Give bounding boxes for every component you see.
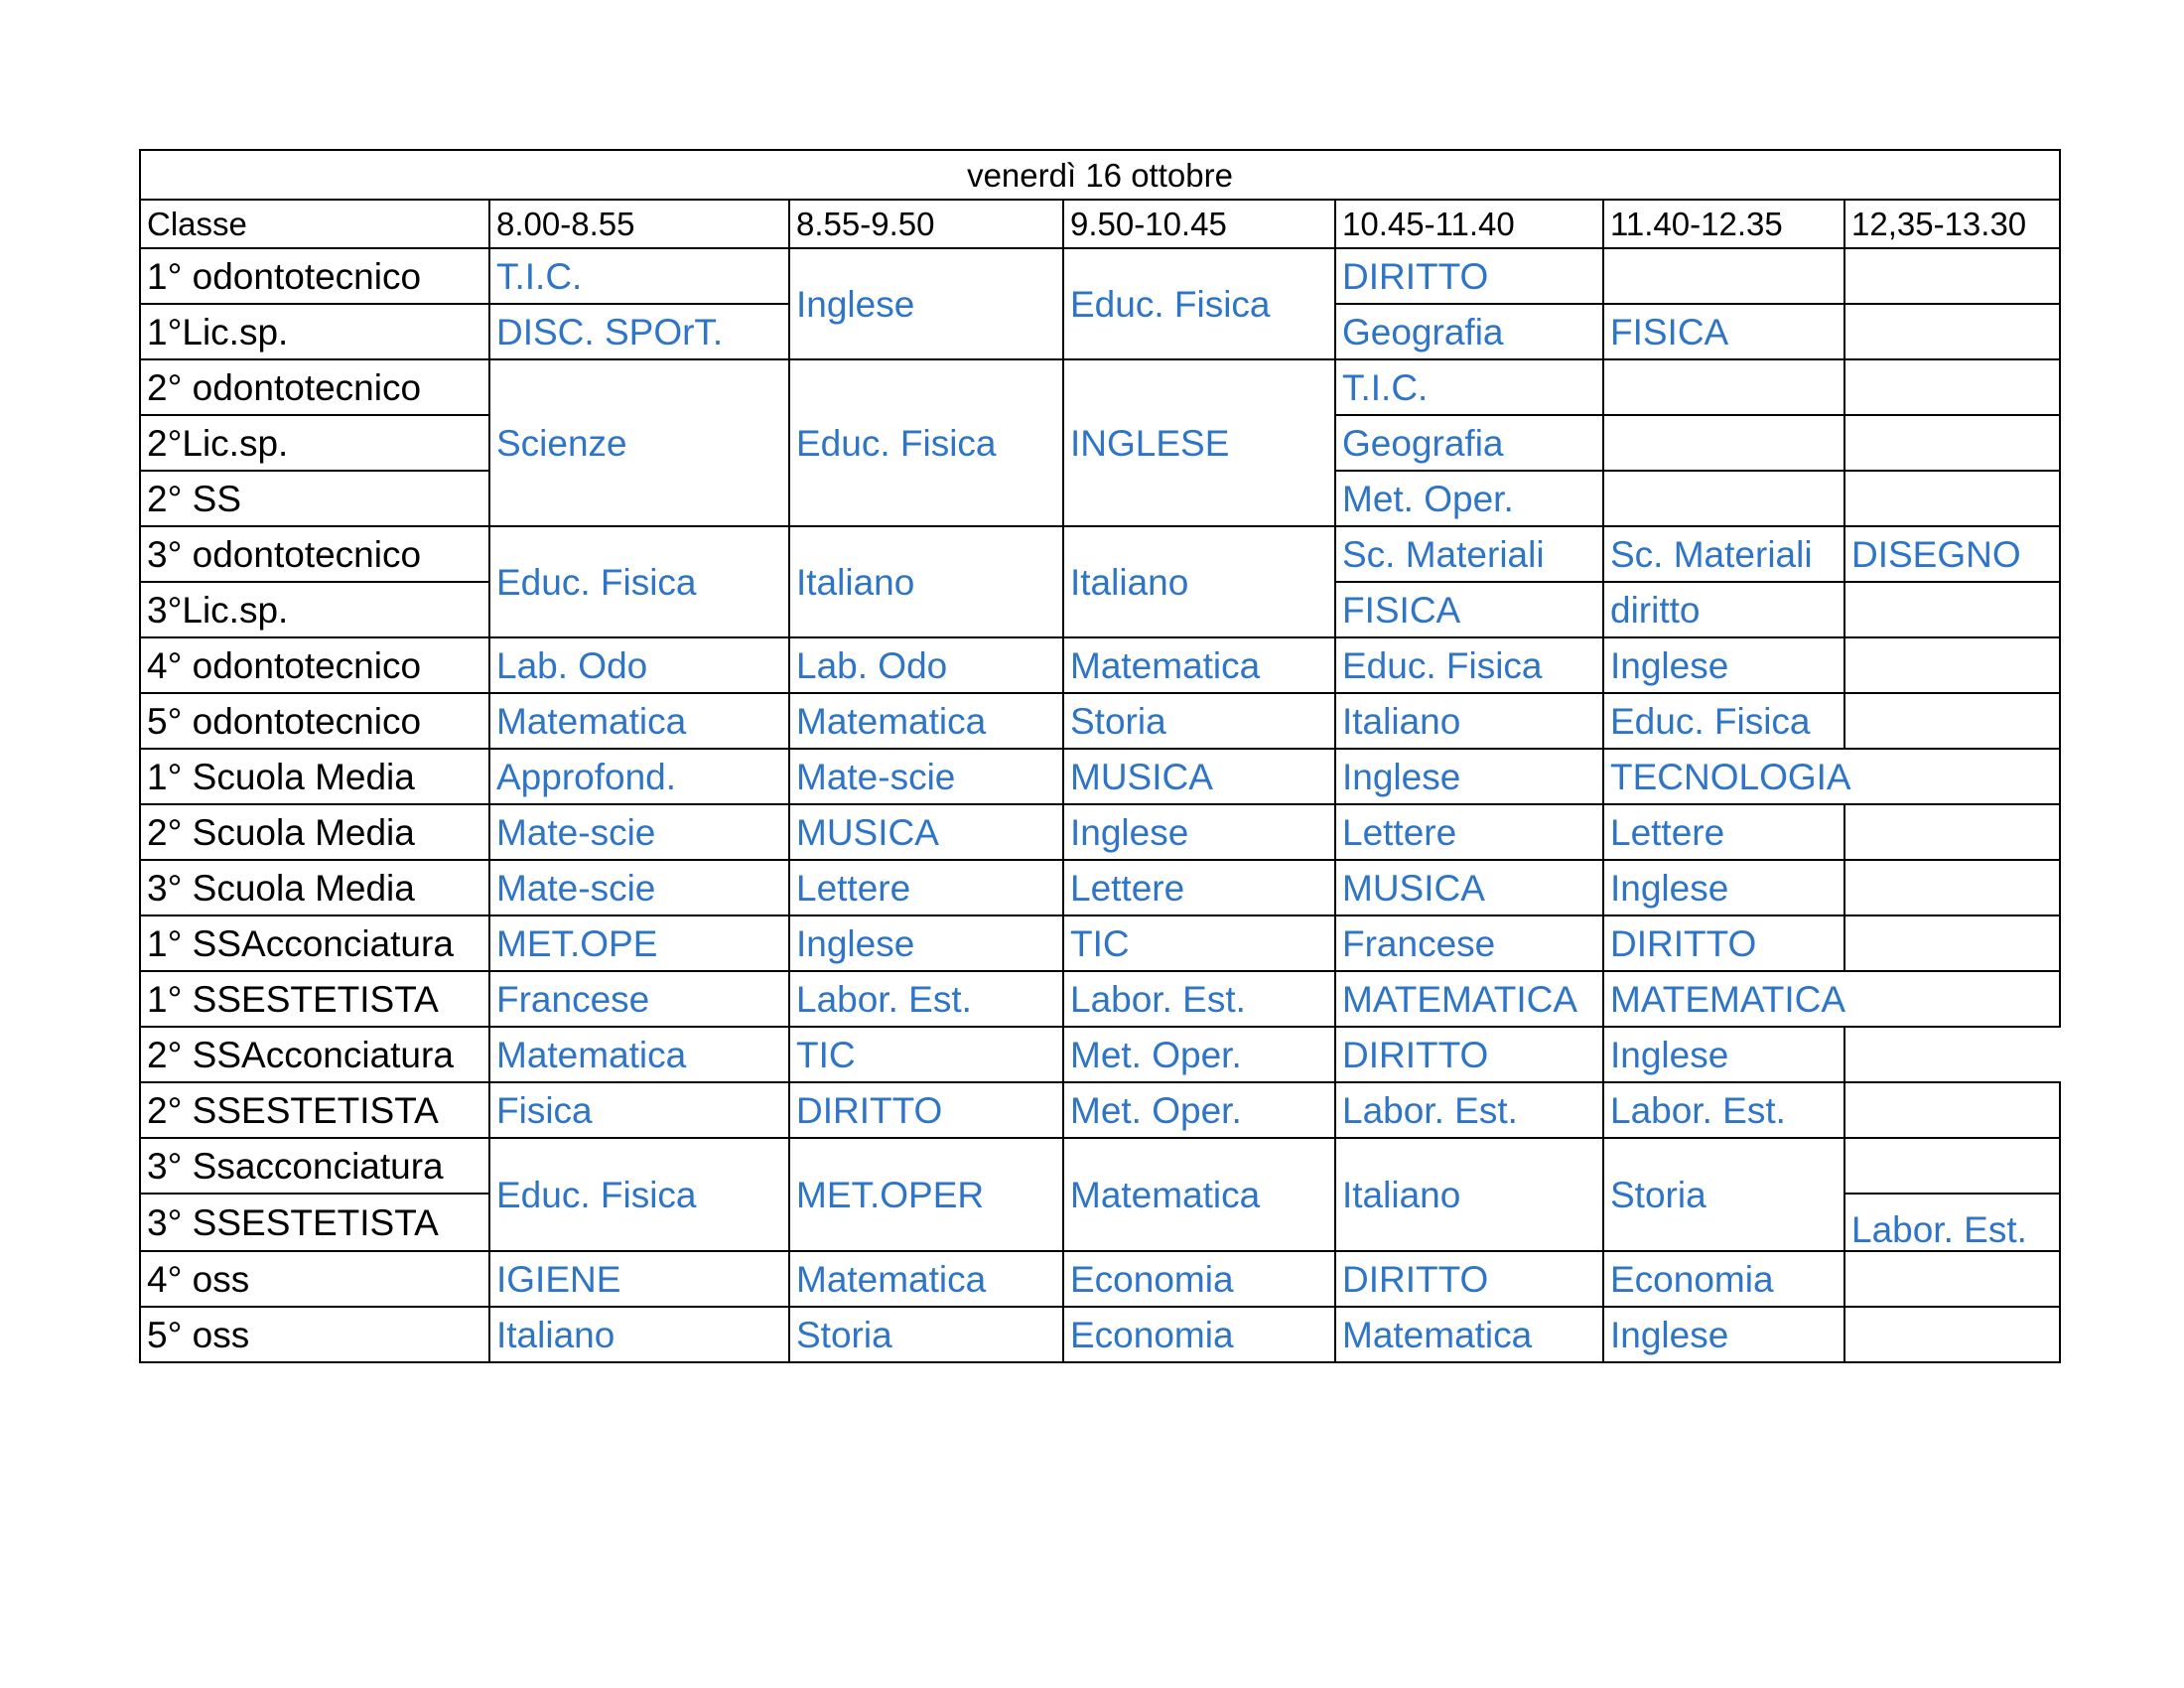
subject-cell: Lettere [1063,860,1335,915]
subject-cell [1844,804,2060,860]
timetable [139,149,2061,1363]
table-title: venerdì 16 ottobre [140,150,2060,200]
header-slot-6: 12,35-13.30 [1844,200,2060,248]
subject-cell: Inglese [1603,1307,1844,1362]
table-row [140,804,2060,860]
class-label: 2° SSAcconciatura [140,1027,489,1082]
header-slot-4: 10.45-11.40 [1335,200,1603,248]
subject-cell: MUSICA [1063,749,1335,804]
subject-cell: Educ. Fisica [489,1138,789,1251]
subject-cell: T.I.C. [1335,359,1603,415]
subject-cell: MATEMATICA [1335,971,1603,1027]
class-label: 3° Scuola Media [140,860,489,915]
table-row [140,749,2060,804]
title-row [140,150,2060,200]
subject-cell: MUSICA [789,804,1063,860]
table-row [140,1251,2060,1307]
class-label: 5° odontotecnico [140,693,489,749]
subject-cell [1603,359,1844,415]
header-classe: Classe [140,200,489,248]
header-slot-5: 11.40-12.35 [1603,200,1844,248]
subject-cell: FISICA [1335,582,1603,637]
subject-cell [1844,359,2060,415]
subject-cell: Matematica [789,1251,1063,1307]
table-row [140,915,2060,971]
class-label: 4° odontotecnico [140,637,489,693]
class-label: 2° odontotecnico [140,359,489,415]
subject-cell: Met. Oper. [1335,471,1603,526]
subject-cell: Geografia [1335,415,1603,471]
subject-cell [1844,304,2060,359]
subject-cell: TIC [789,1027,1063,1082]
subject-cell [1844,749,2060,804]
subject-cell: Met. Oper. [1063,1027,1335,1082]
subject-cell: Italiano [1063,526,1335,637]
subject-cell [1844,582,2060,637]
class-label: 2°Lic.sp. [140,415,489,471]
subject-cell: Mate-scie [789,749,1063,804]
table-row [140,693,2060,749]
header-slot-1: 8.00-8.55 [489,200,789,248]
class-label: 4° oss [140,1251,489,1307]
subject-cell: MUSICA [1335,860,1603,915]
subject-cell: Inglese [1603,1027,1844,1082]
class-label: 1°Lic.sp. [140,304,489,359]
subject-cell [1844,1251,2060,1307]
subject-cell: Francese [1335,915,1603,971]
subject-cell: Labor. Est. [1335,1082,1603,1138]
subject-cell: Lettere [1603,804,1844,860]
subject-cell: Economia [1063,1251,1335,1307]
header-slot-2: 8.55-9.50 [789,200,1063,248]
class-label: 3° odontotecnico [140,526,489,582]
subject-cell: Matematica [789,693,1063,749]
subject-cell: Inglese [789,915,1063,971]
subject-cell [1603,471,1844,526]
class-label: 5° oss [140,1307,489,1362]
subject-cell: Storia [1063,693,1335,749]
subject-cell [1844,1307,2060,1362]
class-label: 3° SSESTETISTA [140,1194,489,1251]
table-row [140,971,2060,1027]
subject-cell: diritto [1603,582,1844,637]
subject-cell [1844,693,2060,749]
subject-cell: Labor. Est. [789,971,1063,1027]
subject-cell: Economia [1063,1307,1335,1362]
subject-cell: DISC. SPOrT. [489,304,789,359]
subject-cell: Economia [1603,1251,1844,1307]
subject-cell: Italiano [489,1307,789,1362]
subject-cell [1844,471,2060,526]
subject-cell: DIRITTO [1335,1027,1603,1082]
subject-cell [1603,415,1844,471]
table-row [140,526,2060,582]
subject-cell: Scienze [489,359,789,526]
subject-cell: Matematica [1063,1138,1335,1251]
subject-cell: Lab. Odo [789,637,1063,693]
subject-cell: Lab. Odo [489,637,789,693]
subject-cell: Labor. Est. [1603,1082,1844,1138]
table-row [140,359,2060,415]
header-slot-3: 9.50-10.45 [1063,200,1335,248]
subject-cell: Geografia [1335,304,1603,359]
subject-cell [1844,415,2060,471]
subject-cell: Sc. Materiali [1603,526,1844,582]
subject-cell: Inglese [1603,860,1844,915]
table-row [140,1082,2060,1138]
subject-cell: MET.OPER [789,1138,1063,1251]
subject-cell: TECNOLOGIA [1603,749,1844,804]
class-label: 2° SS [140,471,489,526]
subject-cell: TIC [1063,915,1335,971]
subject-cell: DISEGNO [1844,526,2060,582]
subject-cell [1844,971,2060,1027]
subject-cell: Matematica [489,693,789,749]
class-label: 1° SSESTETISTA [140,971,489,1027]
subject-cell: DIRITTO [1335,1251,1603,1307]
subject-cell: Francese [489,971,789,1027]
subject-cell: Sc. Materiali [1335,526,1603,582]
class-label: 3° Ssacconciatura [140,1138,489,1194]
subject-cell: Approfond. [489,749,789,804]
subject-cell: Lettere [789,860,1063,915]
subject-cell: Educ. Fisica [789,359,1063,526]
table-row [140,248,2060,304]
subject-cell [1844,248,2060,304]
subject-cell: MET.OPE [489,915,789,971]
subject-cell [1844,1082,2060,1138]
class-label: 3°Lic.sp. [140,582,489,637]
table-row [140,637,2060,693]
subject-cell: Inglese [1335,749,1603,804]
subject-cell: Storia [789,1307,1063,1362]
subject-cell [1844,1027,2060,1082]
table-row [140,860,2060,915]
subject-cell: Matematica [489,1027,789,1082]
subject-cell: Educ. Fisica [1603,693,1844,749]
subject-cell: Fisica [489,1082,789,1138]
subject-cell: Educ. Fisica [489,526,789,637]
class-label: 1° odontotecnico [140,248,489,304]
subject-cell: Inglese [1603,637,1844,693]
subject-cell [1603,248,1844,304]
class-label: 1° Scuola Media [140,749,489,804]
table-row [140,1027,2060,1082]
subject-cell [1844,915,2060,971]
class-label: 2° SSESTETISTA [140,1082,489,1138]
subject-cell: FISICA [1603,304,1844,359]
table-row [140,1138,2060,1194]
subject-cell: Italiano [1335,693,1603,749]
subject-cell: Inglese [1063,804,1335,860]
class-label: 2° Scuola Media [140,804,489,860]
subject-cell: DIRITTO [789,1082,1063,1138]
subject-cell [1844,637,2060,693]
subject-cell: Educ. Fisica [1335,637,1603,693]
subject-cell: INGLESE [1063,359,1335,526]
subject-cell [1844,860,2060,915]
subject-cell: DIRITTO [1603,915,1844,971]
table-row [140,1307,2060,1362]
class-label: 1° SSAcconciatura [140,915,489,971]
subject-cell: Labor. Est. [1063,971,1335,1027]
subject-cell: Lettere [1335,804,1603,860]
subject-cell: Mate-scie [489,804,789,860]
subject-cell: Labor. Est. [1844,1194,2060,1251]
subject-cell: Matematica [1335,1307,1603,1362]
subject-cell: DIRITTO [1335,248,1603,304]
subject-cell: T.I.C. [489,248,789,304]
subject-cell: Met. Oper. [1063,1082,1335,1138]
subject-cell: Italiano [1335,1138,1603,1251]
subject-cell [1844,1138,2060,1194]
subject-cell: Matematica [1063,637,1335,693]
subject-cell: Inglese [789,248,1063,359]
subject-cell: MATEMATICA [1603,971,1844,1027]
header-row [140,200,2060,248]
subject-cell: Italiano [789,526,1063,637]
subject-cell: IGIENE [489,1251,789,1307]
subject-cell: Storia [1603,1138,1844,1251]
subject-cell: Educ. Fisica [1063,248,1335,359]
subject-cell: Mate-scie [489,860,789,915]
